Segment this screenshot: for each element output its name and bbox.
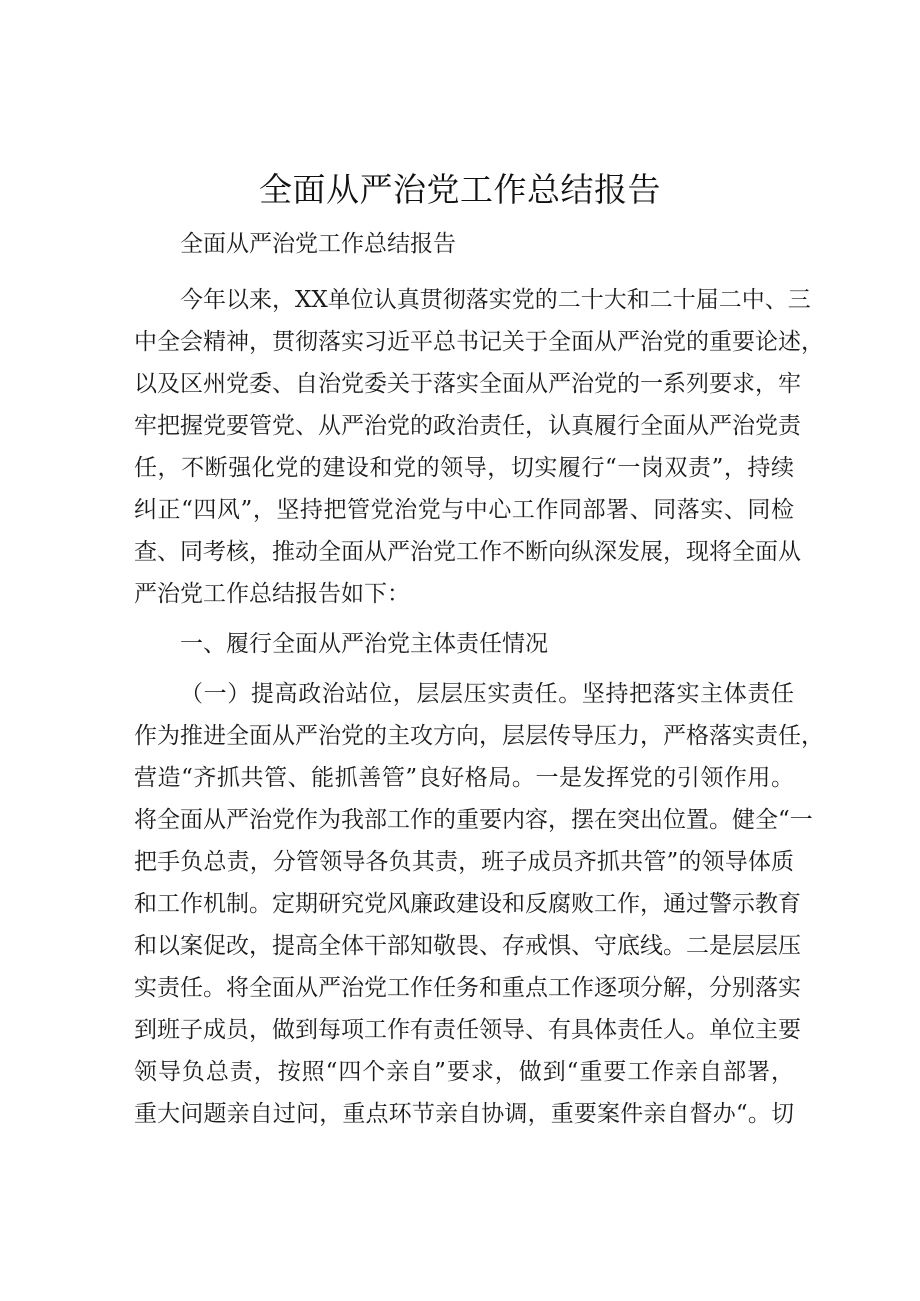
section-heading: 一、履行全面从严治党主体责任情况: [180, 631, 548, 657]
paragraph-line: 把手负总责，分管领导各负其责，班子成员齐抓共管”的领导体质: [134, 849, 794, 875]
paragraph-line: 将全面从严治党作为我部工作的重要内容，摆在突出位置。健全“一: [134, 807, 813, 833]
paragraph-line: 以及区州党委、自治党委关于落实全面从严治党的一系列要求，牢: [134, 371, 801, 397]
paragraph-line: 牢把握党要管党、从严治党的政治责任，认真履行全面从严治党责: [134, 413, 801, 439]
paragraph-line: 领导负总责，按照“四个亲自”要求，做到“重要工作亲自部署，: [134, 1059, 794, 1085]
paragraph-line: （一）提高政治站位，层层压实责任。坚持把落实主体责任: [180, 681, 794, 707]
paragraph-line: 和以案促改，提高全体干部知敬畏、存戒惧、守底线。二是层层压: [134, 933, 801, 959]
paragraph-line: 作为推进全面从严治党的主攻方向，层层传导压力，严格落实责任，: [134, 723, 824, 749]
paragraph-line: 纠正“四风”，坚持把管党治党与中心工作同部署、同落实、同检: [134, 497, 794, 523]
paragraph-line: 和工作机制。定期研究党风廉政建设和反腐败工作，通过警示教育: [134, 891, 801, 917]
paragraph-line: 实责任。将全面从严治党工作任务和重点工作逐项分解，分别落实: [134, 975, 801, 1001]
paragraph-line: 今年以来，XX单位认真贯彻落实党的二十大和二十届二中、三: [180, 287, 811, 313]
paragraph-line: 中全会精神，贯彻落实习近平总书记关于全面从严治党的重要论述，: [134, 329, 824, 355]
paragraph-line: 查、同考核，推动全面从严治党工作不断向纵深发展，现将全面从: [134, 539, 801, 565]
paragraph-line: 到班子成员，做到每项工作有责任领导、有具体责任人。单位主要: [134, 1017, 801, 1043]
paragraph-line: 严治党工作总结报告如下：: [134, 581, 410, 607]
paragraph-line: 任，不断强化党的建设和党的领导，切实履行“一岗双责”，持续: [134, 455, 794, 481]
document-title: 全面从严治党工作总结报告: [259, 170, 661, 209]
paragraph-line: 营造“齐抓共管、能抓善管”良好格局。一是发挥党的引领作用。: [134, 765, 794, 791]
document-subtitle: 全面从严治党工作总结报告: [180, 231, 456, 257]
paragraph-line: 重大问题亲自过问，重点环节亲自协调，重要案件亲自督办“。切: [134, 1101, 794, 1127]
